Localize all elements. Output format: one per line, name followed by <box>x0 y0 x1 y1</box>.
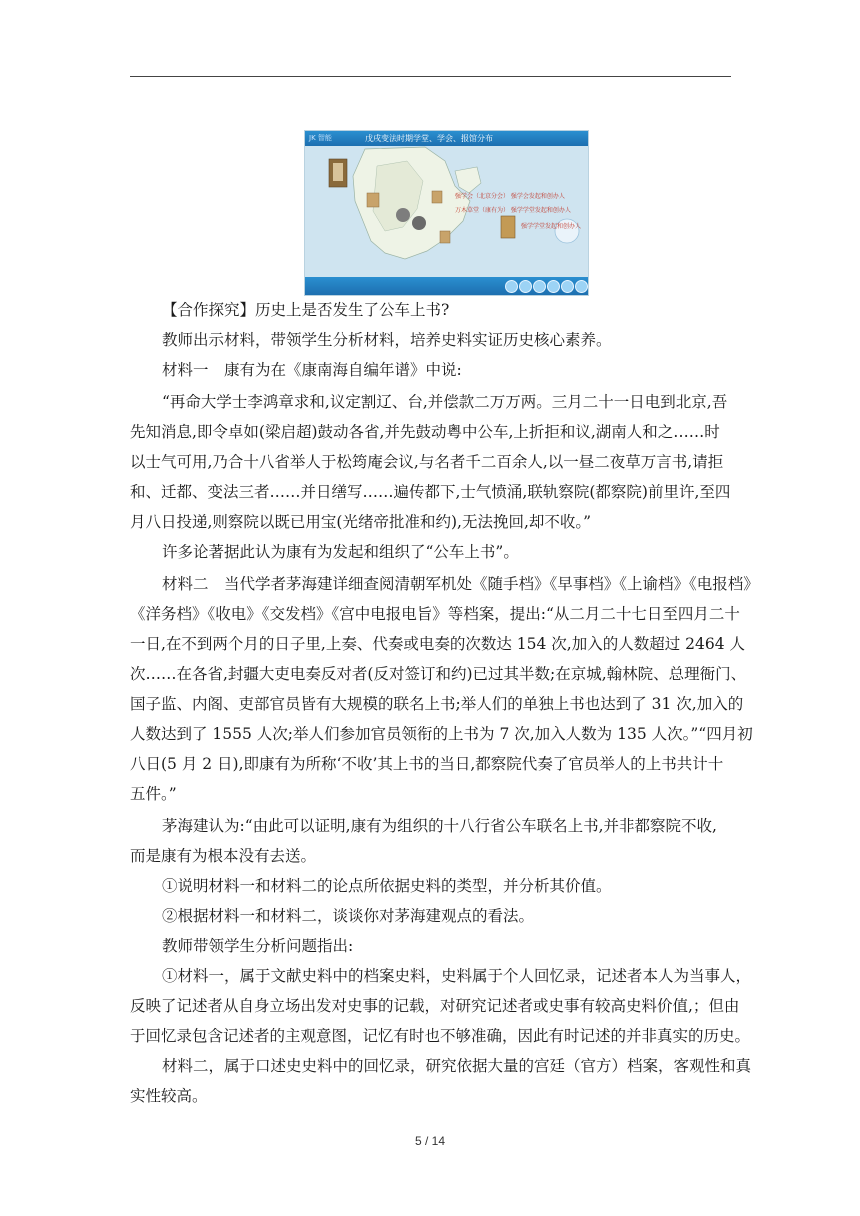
answer-one-line: 反映了记述者从自身立场出发对史事的记载，对研究记述者或史事有较高史料价值,；但由 <box>130 997 740 1015</box>
figure-logo: JK 智能 <box>309 134 332 142</box>
map-figure <box>304 130 589 296</box>
quote-line: 以士气可用,乃合十八省举人于松筠庵会议,与名者千二百余人,以一昼二夜草万言书,请拒 <box>130 453 724 471</box>
material-two-line: 八日(5 月 2 日),即康有为所称‘不收’其上书的当日,都察院代奏了官员举人的上书共计十 <box>130 755 724 773</box>
quote-line: 月八日投递,则察院以既已用宝(光绪帝批准和约),无法挽回,却不收。” <box>130 513 592 531</box>
answer-one-line: ①材料一，属于文献史料中的档案史料，史料属于个人回忆录，记述者本人为当事人， <box>162 967 752 985</box>
figure-legend-3: 强学学堂发起和创办人 <box>521 223 582 230</box>
figure-title-bar <box>305 131 588 146</box>
material-two-line: 一日,在不到两个月的日子里,上奏、代奏或电奏的次数达 154 次,加入的人数超过 2464 人 <box>130 635 746 653</box>
material-two-line: 人数达到了 1555 人次;举人们参加官员领衔的上书为 7 次,加入人数为 135 人次。”“四月初 <box>130 725 753 743</box>
figure-title: 戊戌变法时期学堂、学会、报馆分布 <box>365 134 493 143</box>
material-two-line: 五件。” <box>130 785 177 803</box>
quote-line: 和、迁都、变法三者……并日缮写……遍传都下,士气愤涌,联轨察院(都察院)前里许,至四 <box>130 483 731 501</box>
answer-two-line: 实性较高。 <box>130 1087 208 1105</box>
toolbar-dot-icon[interactable] <box>505 280 518 293</box>
material-two-line: 国子监、内阁、吏部官员皆有大规模的联名上书;举人们的单独上书也达到了 31 次,加入的 <box>130 695 744 713</box>
paragraph: 茅海建认为:“由此可以证明,康有为组织的十八行省公车联名上书,并非都察院不收, <box>162 817 717 835</box>
material-two-line: 《洋务档》《收电》《交发档》《宫中电报电旨》等档案，提出:“从二月二十七日至四月二十 <box>130 605 740 623</box>
quote-line: “再命大学士李鸿章求和,议定割辽、台,并偿款二万万两。三月二十一日电到北京,吾 <box>162 393 728 411</box>
paragraph: 而是康有为根本没有去送。 <box>130 847 317 865</box>
toolbar-dot-icon[interactable] <box>533 280 546 293</box>
figure-legend-2: 万木草堂（康有为） 强学学堂发起和创办人 <box>455 207 571 214</box>
toolbar-dot-icon[interactable] <box>519 280 532 293</box>
toolbar-dot-icon[interactable] <box>561 280 574 293</box>
quote-line: 先知消息,即令卓如(梁启超)鼓动各省,并先鼓动粤中公车,上折拒和议,湖南人和之……时 <box>130 423 720 441</box>
material-two-line: 材料二 当代学者茅海建详细查阅清朝军机处《随手档》《早事档》《上谕档》《电报档》 <box>162 575 759 593</box>
material-two-line: 次……在各省,封疆大吏电奏反对者(反对签订和约)已过其半数;在京城,翰林院、总理衙门、 <box>130 665 747 683</box>
paragraph: 许多论著据此认为康有为发起和组织了“公车上书”。 <box>162 543 519 561</box>
figure-legend-1: 强学会（北京分会） 强学会发起和创办人 <box>455 193 565 200</box>
answer-one-line: 于回忆录包含记述者的主观意图，记忆有时也不够准确，因此有时记述的并非真实的历史。 <box>130 1027 751 1045</box>
figure-toolbar <box>305 277 588 295</box>
paragraph: 教师带领学生分析问题指出: <box>162 937 354 955</box>
material-one-heading: 材料一 康有为在《康南海自编年谱》中说: <box>162 361 462 379</box>
paragraph: 教师出示材料，带领学生分析材料，培养史料实证历史核心素养。 <box>162 331 612 349</box>
toolbar-dot-icon[interactable] <box>575 280 588 293</box>
header-rule <box>130 76 731 77</box>
toolbar-dot-icon[interactable] <box>547 280 560 293</box>
question-one: ①说明材料一和材料二的论点所依据史料的类型，并分析其价值。 <box>162 877 612 895</box>
question-two: ②根据材料一和材料二，谈谈你对茅海建观点的看法。 <box>162 907 535 925</box>
answer-two-line: 材料二，属于口述史史料中的回忆录，研究依据大量的宫廷（官方）档案，客观性和真 <box>162 1057 752 1075</box>
section-heading: 【合作探究】历史上是否发生了公车上书? <box>162 301 450 319</box>
page-number: 5 / 14 <box>414 1134 446 1148</box>
